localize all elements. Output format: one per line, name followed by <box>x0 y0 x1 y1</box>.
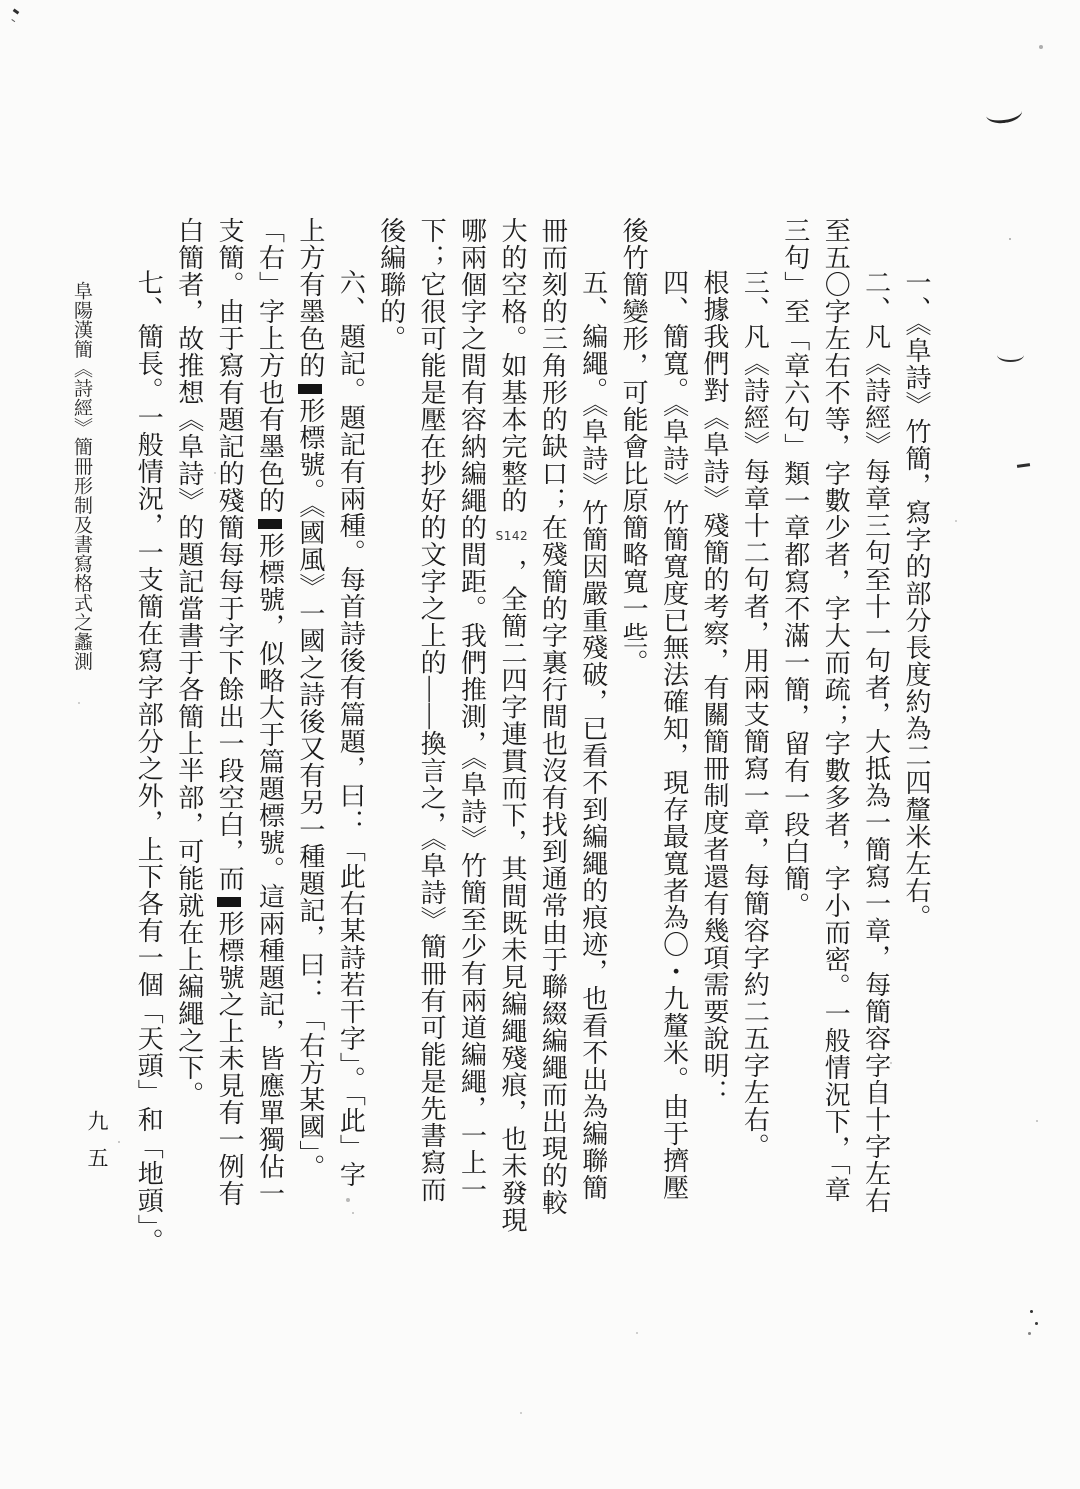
vertical-text-column: 後編聯的。 <box>376 217 406 352</box>
scan-noise-speckles <box>0 0 2 2</box>
vertical-text-column: 支簡。由于寫有題記的殘簡每每于字下餘出一段空白，而形標號之上未見有一例有 <box>215 217 245 1207</box>
black-bar-mark <box>217 897 241 907</box>
vertical-text-column: 一、《阜詩》竹簡，寫字的部分長度約為二四釐米左右。 <box>902 269 931 931</box>
scan-artifact <box>1030 1310 1033 1313</box>
slip-number: S142 <box>495 529 529 543</box>
vertical-text-column: 根據我們對《阜詩》殘簡的考察，有關簡冊制度者還有幾項需要說明： <box>699 269 729 1106</box>
article-body <box>128 217 936 1357</box>
scan-artifact <box>13 9 20 15</box>
vertical-text-column: 三、凡《詩經》每章十二句者，用兩支簡寫一章，每簡容字約二五字左右。 <box>740 269 770 1160</box>
vertical-text-column: 七、簡長。一般情況，一支簡在寫字部分之外，上下各有一個「天頭」和「地頭」。 <box>134 269 164 1255</box>
vertical-text-column: 二、凡《詩經》每章三句至十一句者，大抵為一簡寫一章，每簡容字自十字左右 <box>861 269 891 1214</box>
black-bar-mark <box>298 384 322 394</box>
scan-artifact <box>985 102 1023 126</box>
scan-artifact <box>1017 463 1030 468</box>
vertical-text-column: 大的空格。如基本完整的S142，全簡二四字連貫而下，其間既未見編繩殘痕，也未發現 <box>495 217 529 1234</box>
vertical-text-column: 哪兩個字之間有容納編繩的間距。我們推測，《阜詩》竹簡至少有兩道編繩，一上一 <box>457 217 487 1203</box>
vertical-text-column: 後竹簡變形，可能會比原簡略寬一些。 <box>619 217 649 676</box>
scan-artifact <box>997 348 1024 362</box>
vertical-text-column: 三句」至「章六句」類一章都寫不滿一簡，留有一段白簡。 <box>780 217 810 919</box>
page-number: 九五 <box>85 1110 109 1184</box>
vertical-text-column: 「右」字上方也有墨色的形標號，似略大于篇題標號。這兩種題記，皆應單獨佔一 <box>255 217 285 1207</box>
vertical-text-column: 冊而刻的三角形的缺口；在殘簡的字裏行間也沒有找到通常由于聯綴編繩而出現的較 <box>538 217 568 1216</box>
black-bar-mark <box>258 519 282 529</box>
vertical-text-column: 白簡者，故推想《阜詩》的題記當書于各簡上半部，可能就在上編繩之下。 <box>174 217 204 1108</box>
running-title: 阜陽漢簡《詩經》簡冊形制及書寫格式之蠡測 <box>71 281 92 671</box>
vertical-text-column: 上方有墨色的形標號。《國風》一國之詩後又有另一種題記，曰：「右方某國」。 <box>295 217 325 1181</box>
vertical-text-column: 六、題記。題記有兩種。每首詩後有篇題，曰：「此右某詩若干字」。「此」字 <box>336 269 366 1188</box>
vertical-text-column: 至五〇字左右不等，字數少者，字大而疏；字數多者，字小而密。一般情況下，「章 <box>821 217 851 1203</box>
vertical-text-column: 四、簡寬。《阜詩》竹簡寬度已無法確知，現存最寬者為〇・九釐米。由于擠壓 <box>659 269 689 1201</box>
vertical-text-column: 五、編繩。《阜詩》竹簡因嚴重殘破，已看不到編繩的痕迹，也看不出為編聯簡 <box>578 269 608 1201</box>
vertical-text-column: 下；它很可能是壓在抄好的文字之上的——換言之，《阜詩》簡冊有可能是先書寫而 <box>417 217 447 1203</box>
